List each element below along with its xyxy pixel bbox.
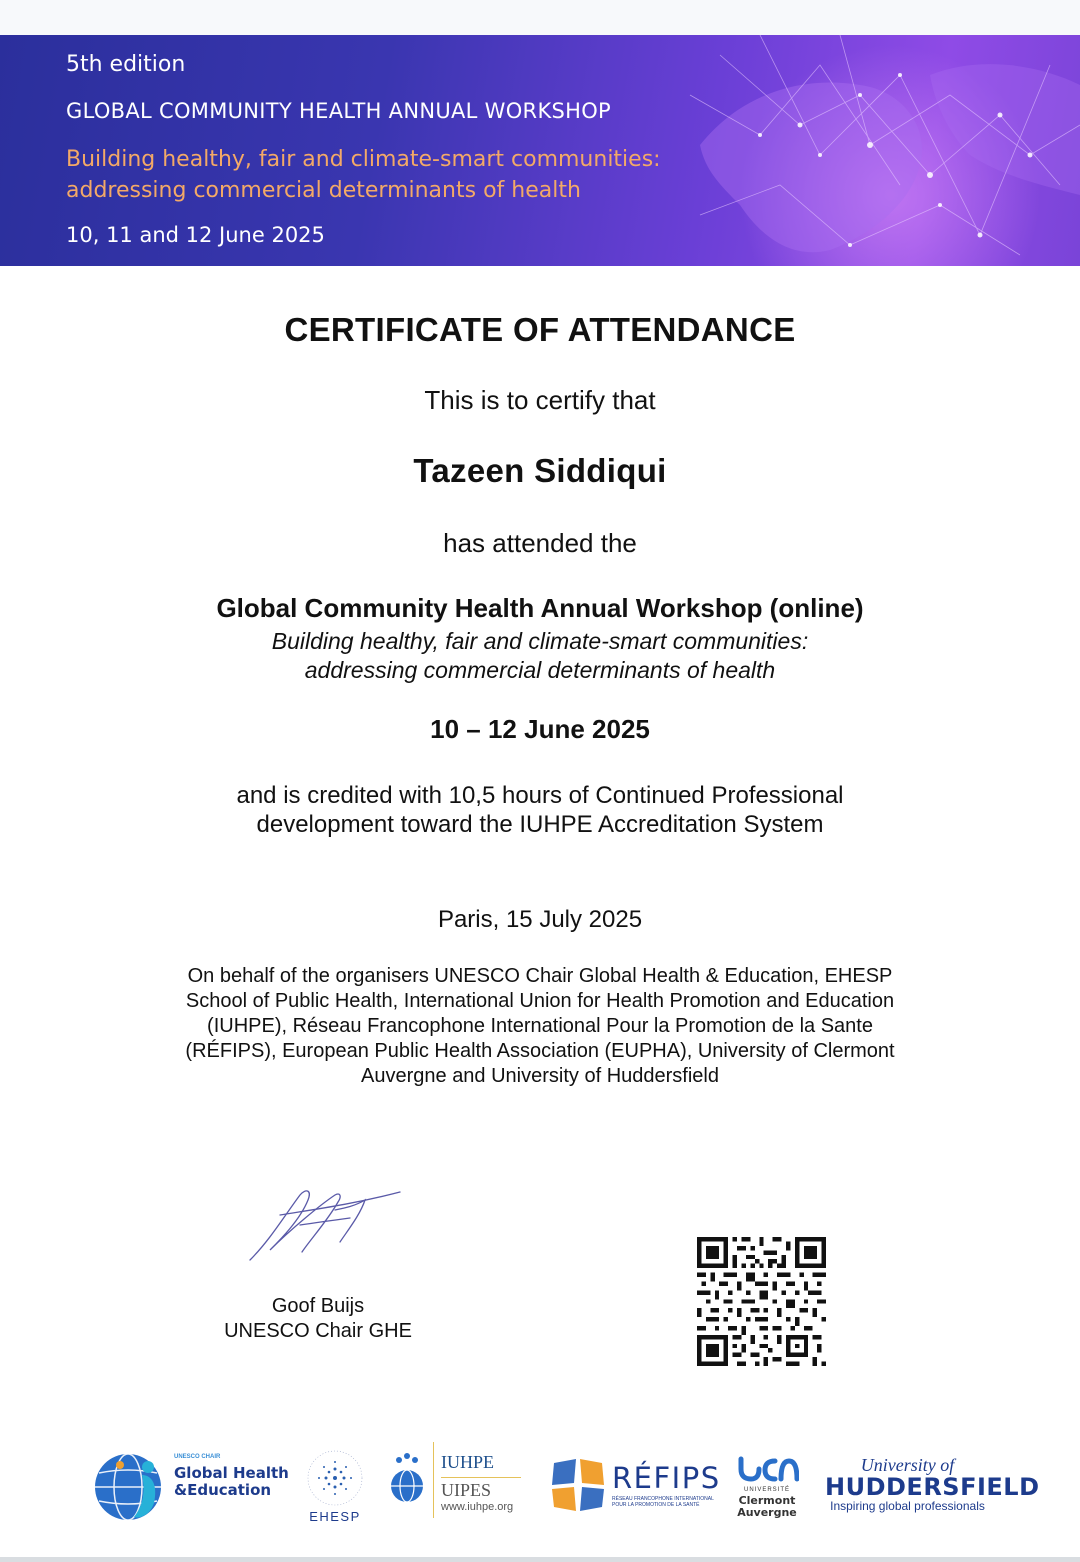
workshop-theme-line1: Building healthy, fair and climate-smart communities: xyxy=(271,628,809,654)
credit-line2: development toward the IUHPE Accreditation System xyxy=(256,811,824,838)
organisers-line: (IUHPE), Réseau Francophone International Pour la Promotion de la Sante xyxy=(207,1015,873,1037)
ghe-line2: &Education xyxy=(174,1481,272,1499)
globe-people-icon xyxy=(90,1445,170,1525)
huddersfield-tagline: Inspiring global professionals xyxy=(830,1499,985,1513)
workshop-dates: 10 – 12 June 2025 xyxy=(430,714,650,744)
iuhpe-divider xyxy=(433,1442,434,1518)
logo-ehesp xyxy=(300,1445,370,1530)
workshop-theme-line2: addressing commercial determinants of health xyxy=(304,657,776,683)
banner-theme-line1: Building healthy, fair and climate-smart communities: xyxy=(66,147,661,172)
workshop-theme xyxy=(0,627,1080,685)
place-date: Paris, 15 July 2025 xyxy=(437,906,643,933)
signatory-name: Goof Buijs xyxy=(271,1295,365,1317)
handwritten-signature xyxy=(240,1180,420,1270)
bottom-strip xyxy=(0,1557,1080,1562)
logo-refips xyxy=(550,1455,725,1515)
iuhpe-globe-icon xyxy=(385,1444,431,1514)
credit-statement xyxy=(0,781,1080,839)
uca-label xyxy=(735,1495,799,1519)
huddersfield-line1: University of xyxy=(860,1455,955,1475)
ghe-chair-label: UNESCO CHAIR xyxy=(174,1454,221,1460)
organisers-statement xyxy=(0,964,1080,1089)
banner-theme-line2: addressing commercial determinants of health xyxy=(66,178,581,203)
ehesp-label: EHESP xyxy=(309,1509,361,1524)
banner-title: GLOBAL COMMUNITY HEALTH ANNUAL WORKSHOP xyxy=(66,99,612,123)
attended-text: has attended the xyxy=(443,528,637,558)
organisers-line: On behalf of the organisers UNESCO Chair Global Health & Education, EHESP xyxy=(187,965,893,987)
iuhpe-underline xyxy=(441,1477,521,1478)
event-banner xyxy=(0,35,1080,266)
uca-mark-icon xyxy=(735,1453,799,1485)
organisers-line: (RÉFIPS), European Public Health Association (EUPHA), University of Clermont xyxy=(185,1040,895,1062)
iuhpe-url: www.iuhpe.org xyxy=(441,1501,514,1513)
banner-theme xyxy=(66,144,661,206)
ehesp-emblem-icon xyxy=(300,1445,370,1507)
uca-line2: Auvergne xyxy=(737,1506,797,1519)
ghe-label xyxy=(174,1465,289,1499)
organisers-line: School of Public Health, International Union for Health Promotion and Education xyxy=(185,990,895,1012)
banner-dates: 10, 11 and 12 June 2025 xyxy=(66,223,325,247)
refips-subtitle: RÉSEAU FRANCOPHONE INTERNATIONAL POUR LA PROMOTION DE LA SANTÉ xyxy=(612,1496,714,1508)
huddersfield-line2: HUDDERSFIELD xyxy=(825,1473,1040,1501)
logo-uca xyxy=(735,1453,805,1523)
refips-emblem-icon xyxy=(550,1457,606,1513)
logo-unesco-chair-ghe xyxy=(90,1445,290,1525)
uca-line1: Clermont xyxy=(738,1494,796,1507)
organisers-line: Auvergne and University of Huddersfield xyxy=(361,1065,719,1087)
qr-code[interactable] xyxy=(697,1237,826,1366)
logo-huddersfield xyxy=(825,1455,1040,1515)
iuhpe-label: IUHPE xyxy=(441,1452,494,1472)
credit-line1: and is credited with 10,5 hours of Continued Professional xyxy=(236,782,844,809)
logo-iuhpe xyxy=(385,1440,535,1520)
edition-label: 5th edition xyxy=(66,52,186,77)
refips-label: RÉFIPS xyxy=(612,1461,721,1495)
recipient-name: Tazeen Siddiqui xyxy=(413,452,667,489)
signatory-role: UNESCO Chair GHE xyxy=(224,1320,412,1342)
certify-text: This is to certify that xyxy=(424,385,656,415)
ghe-line1: Global Health xyxy=(174,1464,289,1482)
uca-universite: UNIVERSITÉ xyxy=(743,1487,790,1493)
certificate-title: CERTIFICATE OF ATTENDANCE xyxy=(284,311,796,348)
uipes-label: UIPES xyxy=(441,1480,492,1500)
top-strip xyxy=(0,0,1080,35)
workshop-name: Global Community Health Annual Workshop (online) xyxy=(216,593,864,623)
